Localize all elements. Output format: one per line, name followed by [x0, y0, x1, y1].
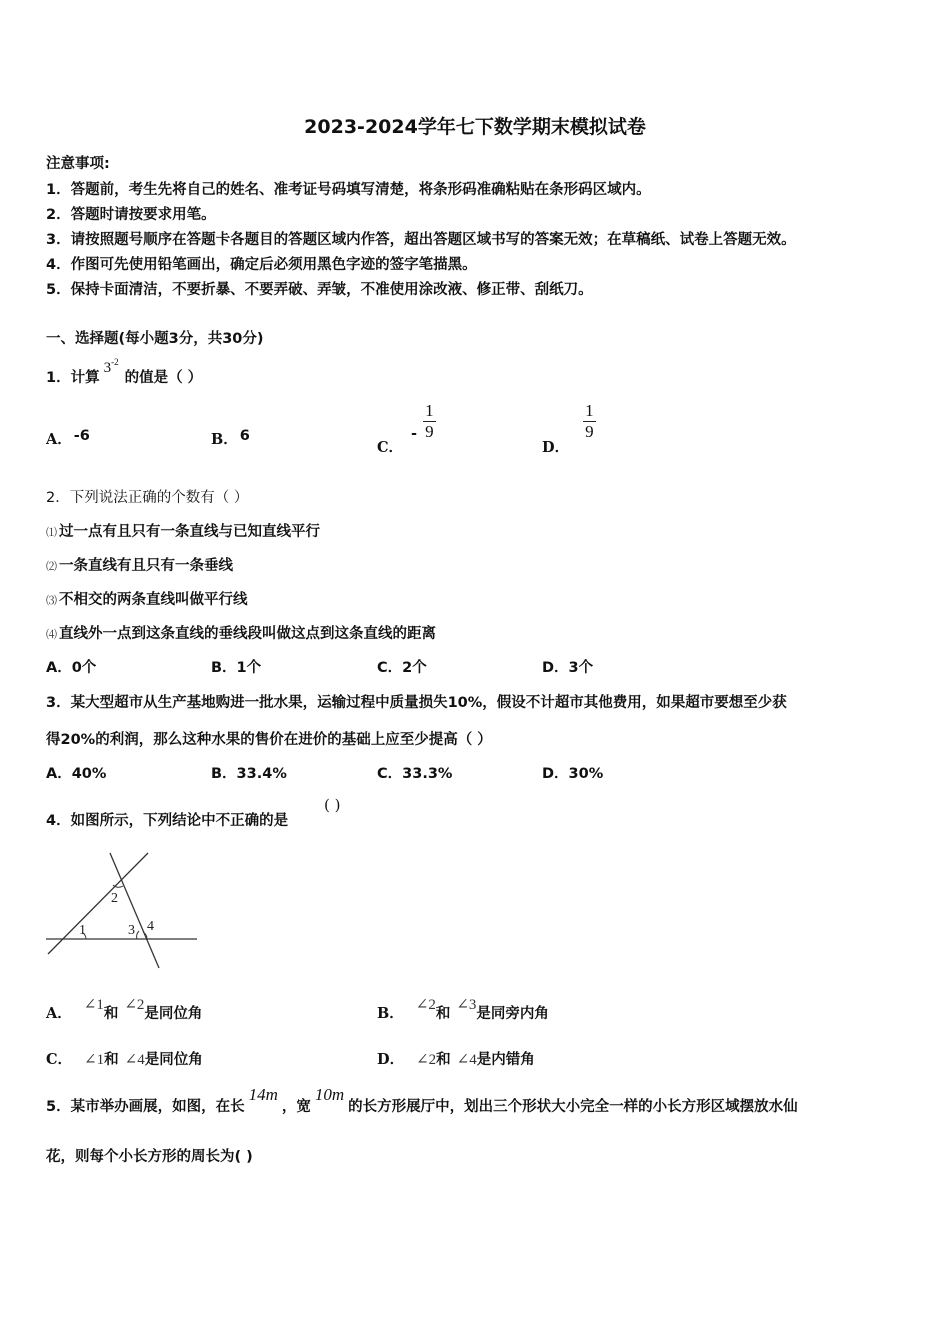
- q2-statement: ⑵ 一条直线有且只有一条垂线: [46, 558, 233, 574]
- q2-option-c: C．2个: [377, 660, 427, 676]
- figure-label-2: 2: [111, 891, 118, 906]
- q5-width: 10m: [314, 1085, 345, 1104]
- q5-length: 14m: [248, 1085, 278, 1104]
- q4-option-c: C． ∠1和 ∠4是同位角: [46, 1051, 203, 1068]
- figure-label-4: 4: [147, 919, 154, 934]
- note-item: 3．请按照题号顺序在答题卡各题目的答题区域内作答，超出答题区域书写的答案无效；在草稿纸、试卷上答题无效。: [46, 232, 796, 248]
- angle-symbol: ∠1: [83, 997, 104, 1013]
- q1-base: 3: [103, 360, 112, 376]
- q2-option-b: B．1个: [211, 660, 262, 676]
- q4-option-b: B． ∠2和∠3是同旁内角: [377, 997, 549, 1022]
- question-3-line1: 3．某大型超市从生产基地购进一批水果，运输过程中质量损失10%，假设不计超市其他费用，如果超市要想至少获: [46, 695, 787, 711]
- question-5-line2: 花，则每个小长方形的周长为( ): [46, 1149, 253, 1165]
- note-item: 1．答题前，考生先将自己的姓名、准考证号码填写清楚，将条形码准确粘贴在条形码区域内。: [46, 182, 651, 198]
- page-title: 2023-2024学年七下数学期末模拟试卷: [304, 116, 646, 138]
- q1-option-b: B． 6: [211, 428, 250, 448]
- angle-symbol: ∠4: [456, 1052, 477, 1068]
- q4-answer-paren: ( ): [324, 796, 341, 814]
- angle-symbol: ∠3: [456, 997, 477, 1013]
- q3-option-c: C．33.3%: [377, 766, 453, 782]
- q2-option-a: A．0个: [46, 660, 97, 676]
- angle-symbol: ∠2: [124, 997, 145, 1013]
- figure-label-1: 1: [79, 923, 86, 938]
- q3-option-a: A．40%: [46, 766, 107, 782]
- q2-statement: ⑶ 不相交的两条直线叫做平行线: [46, 592, 248, 608]
- angle-symbol: ∠1: [84, 1052, 105, 1068]
- q1-suffix: 的值是（ ）: [124, 370, 203, 386]
- question-4-stem: 4．如图所示，下列结论中不正确的是: [46, 813, 289, 829]
- q3-option-d: D．30%: [542, 766, 604, 782]
- q1-option-c: C．- $\frac{1}{9}$: [377, 401, 434, 456]
- question-5-line1: 5．某市举办画展，如图，在长14m，宽10m的长方形展厅中，划出三个形状大小完全一样的小长方形区域摆放水仙: [46, 1085, 798, 1115]
- q2-option-d: D．3个: [542, 660, 594, 676]
- q1-d-fraction: $\frac{1}{9}$: [585, 401, 594, 441]
- q1-option-a: A． -6: [46, 428, 90, 448]
- figure-label-3: 3: [128, 923, 135, 938]
- q4-option-a: A． ∠1和∠2是同位角: [46, 997, 203, 1022]
- angle-symbol: ∠4: [124, 1052, 145, 1068]
- notes-heading: 注意事项:: [46, 156, 110, 172]
- angle-symbol: ∠2: [416, 1052, 437, 1068]
- q1-c-fraction: $\frac{1}{9}$: [425, 401, 434, 441]
- q3-option-b: B．33.4%: [211, 766, 287, 782]
- q4-figure: [40, 848, 205, 973]
- note-item: 4．作图可先使用铅笔画出，确定后必须用黑色字迹的签字笔描黑。: [46, 257, 477, 273]
- q4-option-d: D． ∠2和 ∠4是内错角: [377, 1051, 535, 1068]
- question-1-stem: [46, 357, 203, 387]
- question-3-line2: 得20%的利润，那么这种水果的售价在进价的基础上应至少提高（ ）: [46, 732, 492, 748]
- q1-exponent: -2: [111, 357, 119, 367]
- note-item: 5．保持卡面清洁，不要折暴、不要弄破、弄皱，不准使用涂改液、修正带、刮纸刀。: [46, 282, 593, 298]
- question-2-stem: 2．下列说法正确的个数有（ ）: [46, 490, 249, 506]
- section-heading: 一、选择题(每小题3分，共30分): [46, 331, 264, 347]
- angle-symbol: ∠2: [415, 997, 436, 1013]
- q1-prefix: 1．计算: [46, 370, 100, 386]
- note-item: 2．答题时请按要求用笔。: [46, 207, 216, 223]
- angle-3-arc: [137, 931, 139, 939]
- q1-option-d: D． $\frac{1}{9}$: [542, 401, 594, 456]
- q2-statement: ⑴ 过一点有且只有一条直线与已知直线平行: [46, 524, 320, 540]
- q2-statement: ⑷ 直线外一点到这条直线的垂线段叫做这点到这条直线的距离: [46, 626, 436, 642]
- figure-transversal-line: [110, 853, 159, 968]
